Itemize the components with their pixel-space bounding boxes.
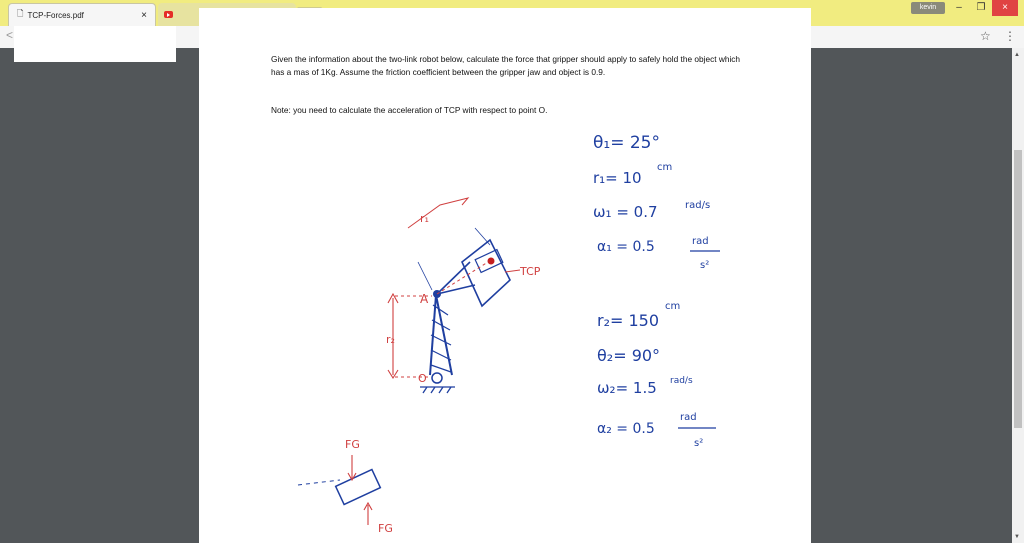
r2-value: r₂= 150	[597, 311, 660, 330]
r2-unit: cm	[665, 301, 681, 312]
joint-a-label: A	[420, 292, 429, 306]
a1-unit-denominator: s²	[700, 260, 710, 271]
fg-top-arrow	[348, 455, 356, 480]
w2-unit: rad/s	[670, 376, 693, 386]
tab-close-icon[interactable]: ×	[141, 9, 147, 21]
dimension-leaders	[418, 228, 490, 290]
theta2-value: θ₂= 90°	[597, 346, 661, 365]
joint-o-label: O	[418, 372, 427, 385]
gripped-object	[336, 469, 381, 504]
scroll-up-icon[interactable]: ▲	[1014, 52, 1020, 58]
menu-icon[interactable]: ⋮	[1004, 29, 1016, 43]
question-text: Given the information about the two-link robot below, calculate the force that gripper should apply to safely hold the object which has a mas of 1Kg. Assume the friction coefficient between the gripper jaw and object is 0.9.	[271, 54, 741, 77]
profile-button[interactable]: kevin	[911, 2, 945, 14]
maximize-button[interactable]: ❐	[976, 2, 986, 13]
robot-sketch	[298, 198, 541, 535]
lower-dashed	[298, 480, 340, 485]
document-icon: 🗋	[17, 9, 24, 18]
minimize-button[interactable]: –	[956, 2, 962, 13]
w2-value: ω₂= 1.5	[597, 379, 657, 397]
r1-label: r₁	[420, 212, 429, 225]
a1-unit: rad	[692, 236, 709, 247]
a2-value: α₂ = 0.5	[597, 421, 655, 437]
scroll-down-icon[interactable]: ▼	[1014, 534, 1020, 540]
joint-o	[432, 373, 442, 383]
theta1-value: θ₁= 25°	[593, 133, 660, 153]
w1-value: ω₁ = 0.7	[593, 203, 658, 221]
tcp-label: TCP	[520, 265, 541, 278]
r1-value: r₁= 10	[593, 169, 642, 187]
a2-unit-denominator: s²	[694, 438, 704, 449]
fg-bottom-arrow	[364, 503, 372, 525]
close-window-button[interactable]: ×	[992, 0, 1018, 16]
a1-value: α₁ = 0.5	[597, 239, 655, 255]
r1-dashed	[437, 262, 488, 294]
link1-right	[436, 295, 452, 375]
r1-unit: cm	[657, 162, 673, 173]
note-text: Note: you need to calculate the acceleration of TCP with respect to point O.	[271, 105, 548, 115]
gripper-body	[462, 240, 510, 306]
r1-dimension	[408, 198, 468, 228]
ground-symbol	[420, 387, 455, 393]
fg-bottom-label: FG	[378, 522, 393, 535]
r2-label: r₂	[386, 333, 395, 346]
back-arrow-icon[interactable]: <	[6, 28, 14, 42]
w1-unit: rad/s	[685, 200, 711, 211]
fg-top-label: FG	[345, 438, 360, 451]
tcp-arrow	[505, 270, 520, 272]
tab-title: TCP-Forces.pdf	[27, 10, 84, 20]
a2-unit: rad	[680, 412, 697, 423]
tcp-point	[488, 258, 495, 265]
bookmark-star-icon[interactable]: ☆	[980, 29, 991, 43]
r2-dashed	[395, 296, 432, 377]
